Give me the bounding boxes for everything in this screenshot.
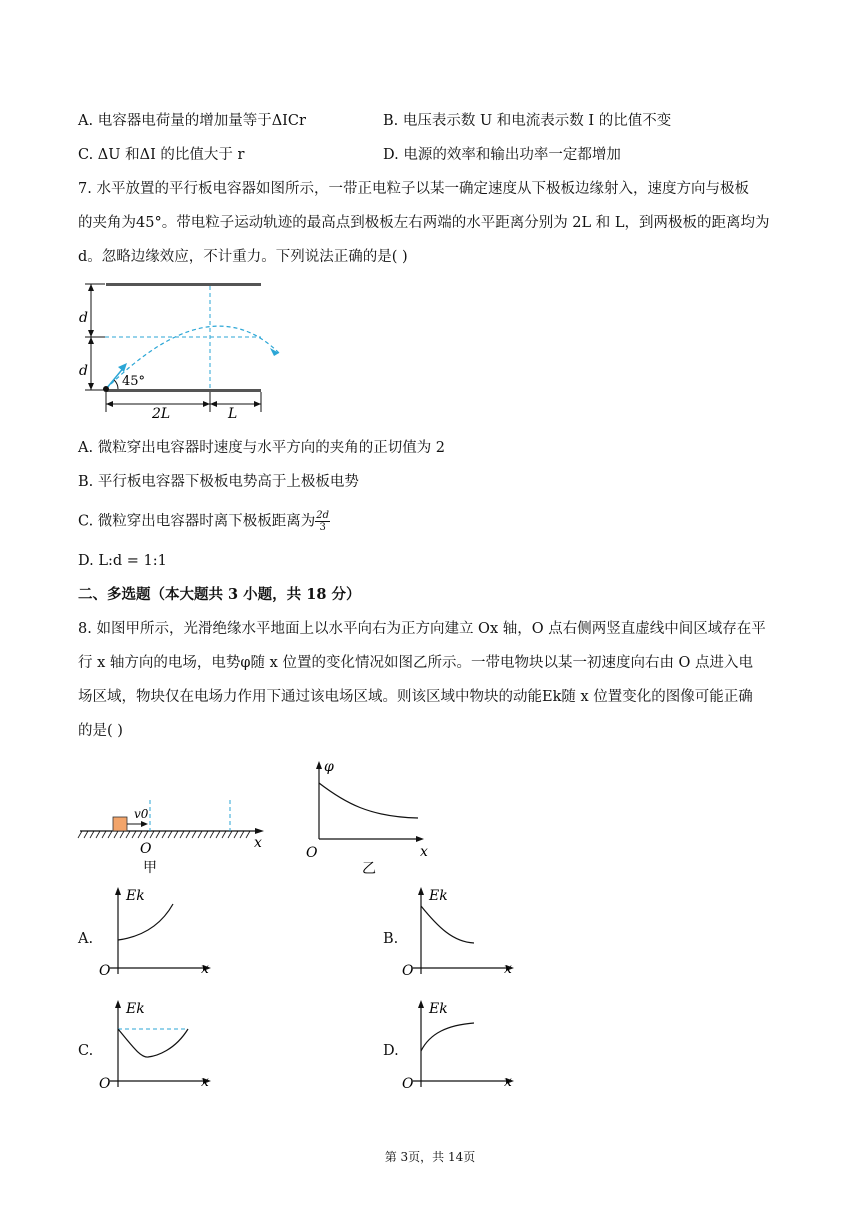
q6-option-c: C. ΔU 和ΔI 的比值大于 r — [78, 147, 245, 163]
curve-c — [118, 1029, 188, 1057]
x-axis-label: x — [420, 844, 428, 860]
x-axis-label: x — [201, 1074, 209, 1090]
q7-option-d: D. L:d = 1:1 — [78, 553, 167, 569]
q7-stem-line3: d。忽略边缘效应，不计重力。下列说法正确的是( ) — [78, 249, 408, 265]
len-l-label: L — [228, 406, 238, 422]
q7-option-c — [78, 510, 330, 533]
d-label-upper: d — [79, 310, 88, 326]
caption-yi: 乙 — [362, 861, 376, 877]
curve-b — [421, 906, 474, 943]
ek-label: Ek — [126, 888, 145, 904]
caption-jia: 甲 — [143, 860, 157, 876]
v0-label: v0 — [134, 807, 149, 821]
q8-option-d-label: D. — [383, 1043, 399, 1059]
q8-option-a-label: A. — [78, 931, 94, 947]
x-axis-label: x — [504, 1074, 512, 1090]
q7-stem-line1: 7. 水平放置的平行板电容器如图所示，一带正电粒子以某一确定速度从下极板边缘射入，速度方向与极板 — [78, 181, 749, 197]
q8-stem-line1: 8. 如图甲所示，光滑绝缘水平地面上以水平向右为正方向建立 Ox 轴，O 点右侧两竖直虚线中间区域存在平 — [78, 621, 766, 637]
origin-label: O — [140, 841, 152, 857]
origin-label: O — [306, 845, 318, 861]
q8-stem-line2: 行 x 轴方向的电场，电势φ随 x 位置的变化情况如图乙所示。一带电物块以某一初速度向右由 O 点进入电 — [78, 655, 754, 671]
phi-curve — [319, 783, 418, 818]
q6-option-d: D. 电源的效率和输出功率一定都增加 — [383, 147, 621, 163]
q7-stem-line2: 的夹角为45°。带电粒子运动轨迹的最高点到极板左右两端的水平距离分别为 2L 和 L，到两极板的距离均为 — [78, 215, 770, 231]
q8-figure-jia — [78, 795, 278, 885]
q7-capacitor-figure — [70, 278, 290, 422]
curve-a — [118, 904, 173, 940]
q6-option-a: A. 电容器电荷量的增加量等于ΔICr — [78, 113, 306, 129]
q8-option-b-label: B. — [383, 931, 399, 947]
x-axis-label: x — [254, 835, 262, 851]
block — [113, 817, 127, 831]
q7-option-a: A. 微粒穿出电容器时速度与水平方向的夹角的正切值为 2 — [78, 440, 446, 456]
d-label-lower: d — [79, 363, 88, 379]
q8-graph-c — [95, 995, 225, 1095]
origin-label: O — [99, 1076, 111, 1092]
q6-option-b: B. 电压表示数 U 和电流表示数 I 的比值不变 — [383, 113, 672, 129]
curve-d — [421, 1023, 474, 1051]
x-axis-label: x — [504, 961, 512, 977]
x-axis-label: x — [201, 961, 209, 977]
len-2l-label: 2L — [152, 406, 171, 422]
lower-plate — [106, 389, 261, 392]
ek-label: Ek — [126, 1001, 145, 1017]
q8-graph-b — [398, 882, 528, 982]
origin-label: O — [99, 963, 111, 979]
q8-graph-a — [95, 882, 225, 982]
section-header-multiple-choice: 二、多选题（本大题共 3 小题，共 18 分） — [78, 586, 361, 603]
fraction-2d-over-3: $\frac{2d}{3}$ — [316, 510, 330, 533]
q8-figure-yi — [300, 755, 440, 875]
origin-label: O — [402, 1076, 414, 1092]
ek-label: Ek — [429, 1001, 448, 1017]
q8-stem-line4: 的是( ) — [78, 723, 123, 739]
q8-option-c-label: C. — [78, 1043, 94, 1059]
q8-stem-line3: 场区域，物块仅在电场力作用下通过该电场区域。则该区域中物块的动能Ek随 x 位置变化的图像可能正确 — [78, 689, 753, 705]
q7-option-c-text: C. 微粒穿出电容器时离下极板距离为 — [78, 513, 316, 530]
particle — [103, 386, 109, 392]
ground-hatching — [78, 831, 250, 838]
ek-label: Ek — [429, 888, 448, 904]
upper-plate — [106, 283, 261, 286]
angle-label: 45° — [122, 374, 146, 389]
page-footer: 第 3页，共 14页 — [384, 1150, 476, 1164]
phi-label: φ — [324, 759, 334, 775]
origin-label: O — [402, 963, 414, 979]
q8-graph-d — [398, 995, 528, 1095]
q7-option-b: B. 平行板电容器下极板电势高于上极板电势 — [78, 474, 359, 490]
